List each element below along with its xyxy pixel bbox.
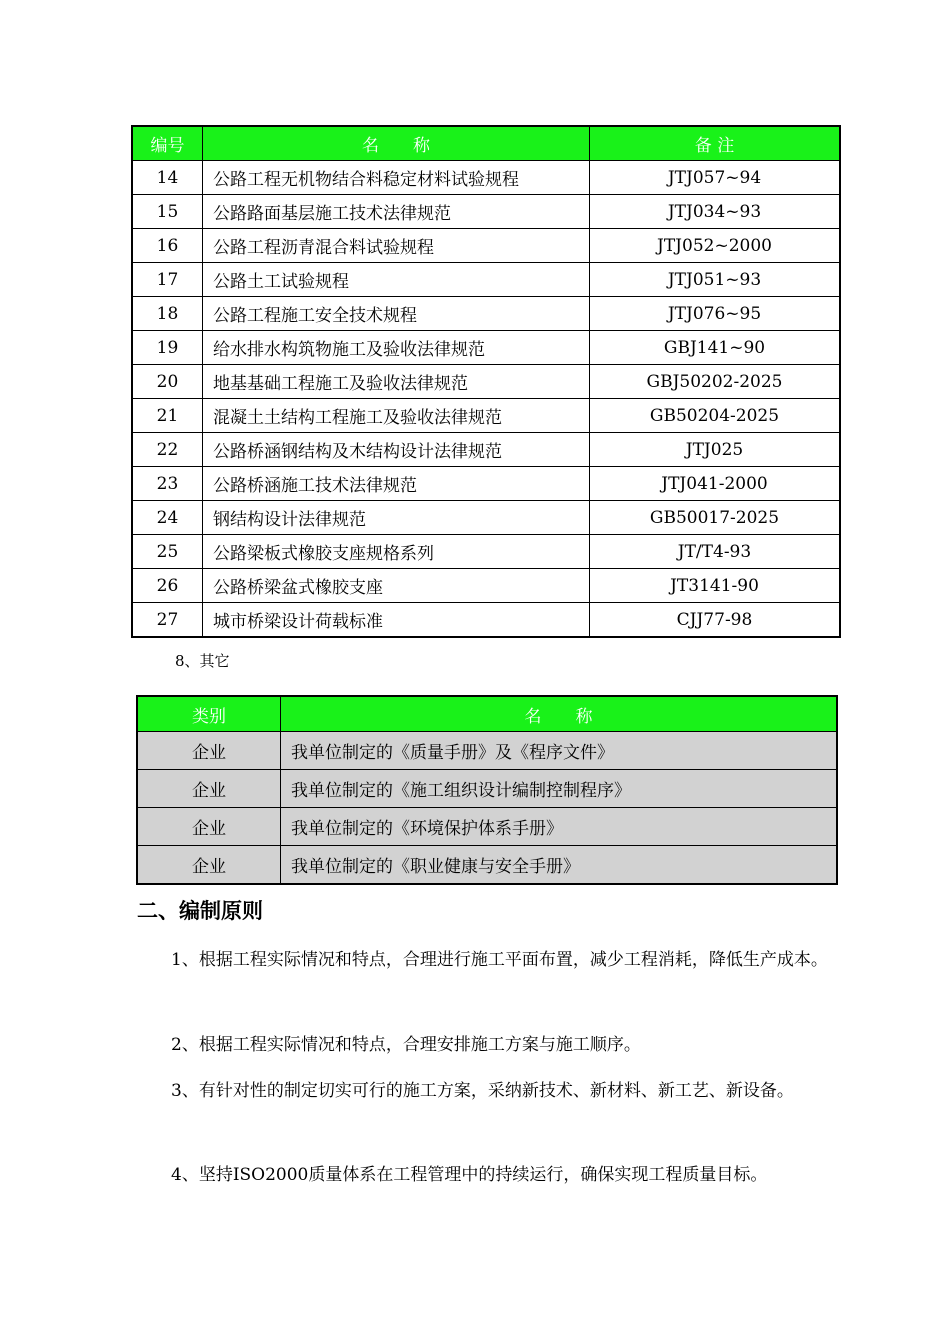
table-row <box>137 846 837 885</box>
table-row <box>132 331 840 365</box>
row-name: 公路桥涵钢结构及木结构设计法律规范 <box>203 433 590 467</box>
table-row <box>137 732 837 770</box>
row-name: 公路工程施工安全技术规程 <box>203 297 590 331</box>
row-note: GB50204-2025 <box>590 399 841 433</box>
table-row <box>132 195 840 229</box>
row-name: 钢结构设计法律规范 <box>203 501 590 535</box>
row-name: 我单位制定的《质量手册》及《程序文件》 <box>281 732 838 770</box>
row-name: 地基基础工程施工及验收法律规范 <box>203 365 590 399</box>
row-note: JT3141-90 <box>590 569 841 603</box>
row-number: 21 <box>132 399 203 433</box>
row-name: 公路梁板式橡胶支座规格系列 <box>203 535 590 569</box>
table-row <box>132 603 840 638</box>
row-number: 16 <box>132 229 203 263</box>
row-name: 公路土工试验规程 <box>203 263 590 297</box>
row-number: 14 <box>132 161 203 195</box>
table-row <box>132 161 840 195</box>
row-category: 企业 <box>137 732 281 770</box>
row-category: 企业 <box>137 770 281 808</box>
paragraph-1: 1、根据工程实际情况和特点，合理进行施工平面布置，减少工程消耗，降低生产成本。 <box>171 950 828 970</box>
row-note: JTJ051~93 <box>590 263 841 297</box>
row-note: JTJ052~2000 <box>590 229 841 263</box>
header-number: 编号 <box>132 126 203 161</box>
row-note: JTJ076~95 <box>590 297 841 331</box>
row-name: 我单位制定的《职业健康与安全手册》 <box>281 846 838 885</box>
header-name: 名 称 <box>203 126 590 161</box>
row-name: 公路路面基层施工技术法律规范 <box>203 195 590 229</box>
table-row <box>132 433 840 467</box>
header-name: 名 称 <box>281 696 838 732</box>
table-row <box>132 263 840 297</box>
header-category: 类别 <box>137 696 281 732</box>
row-name: 混凝土土结构工程施工及验收法律规范 <box>203 399 590 433</box>
row-name: 城市桥梁设计荷载标准 <box>203 603 590 638</box>
row-name: 公路桥涵施工技术法律规范 <box>203 467 590 501</box>
row-note: CJJ77-98 <box>590 603 841 638</box>
row-number: 24 <box>132 501 203 535</box>
table-row <box>132 501 840 535</box>
table-row <box>132 569 840 603</box>
row-note: GBJ141~90 <box>590 331 841 365</box>
table-header-row <box>137 696 837 732</box>
paragraph-4: 4、坚持ISO2000质量体系在工程管理中的持续运行，确保实现工程质量目标。 <box>171 1165 768 1185</box>
other-table <box>136 695 838 885</box>
row-name: 公路工程沥青混合料试验规程 <box>203 229 590 263</box>
table-row <box>132 297 840 331</box>
table-row <box>132 229 840 263</box>
row-note: GBJ50202-2025 <box>590 365 841 399</box>
row-note: JTJ034~93 <box>590 195 841 229</box>
header-note: 备 注 <box>590 126 841 161</box>
row-number: 19 <box>132 331 203 365</box>
row-number: 18 <box>132 297 203 331</box>
standards-table <box>131 125 841 638</box>
row-number: 26 <box>132 569 203 603</box>
row-number: 20 <box>132 365 203 399</box>
row-number: 15 <box>132 195 203 229</box>
row-name: 我单位制定的《施工组织设计编制控制程序》 <box>281 770 838 808</box>
table-row <box>132 467 840 501</box>
paragraph-2: 2、根据工程实际情况和特点，合理安排施工方案与施工顺序。 <box>171 1035 641 1055</box>
row-name: 我单位制定的《环境保护体系手册》 <box>281 808 838 846</box>
row-number: 17 <box>132 263 203 297</box>
row-number: 22 <box>132 433 203 467</box>
row-note: JTJ025 <box>590 433 841 467</box>
table-row <box>137 808 837 846</box>
section-2-heading: 二、编制原则 <box>137 899 263 923</box>
table-header-row <box>132 126 840 161</box>
table-row <box>132 535 840 569</box>
row-category: 企业 <box>137 846 281 885</box>
row-category: 企业 <box>137 808 281 846</box>
section-8-label: 8、其它 <box>175 652 230 670</box>
row-number: 23 <box>132 467 203 501</box>
row-note: GB50017-2025 <box>590 501 841 535</box>
table-row <box>132 365 840 399</box>
row-name: 给水排水构筑物施工及验收法律规范 <box>203 331 590 365</box>
paragraph-3: 3、有针对性的制定切实可行的施工方案，采纳新技术、新材料、新工艺、新设备。 <box>171 1081 794 1101</box>
row-note: JTJ057~94 <box>590 161 841 195</box>
table-row <box>137 770 837 808</box>
table-row <box>132 399 840 433</box>
row-note: JT/T4-93 <box>590 535 841 569</box>
row-name: 公路桥梁盆式橡胶支座 <box>203 569 590 603</box>
row-name: 公路工程无机物结合料稳定材料试验规程 <box>203 161 590 195</box>
row-note: JTJ041-2000 <box>590 467 841 501</box>
row-number: 25 <box>132 535 203 569</box>
row-number: 27 <box>132 603 203 638</box>
